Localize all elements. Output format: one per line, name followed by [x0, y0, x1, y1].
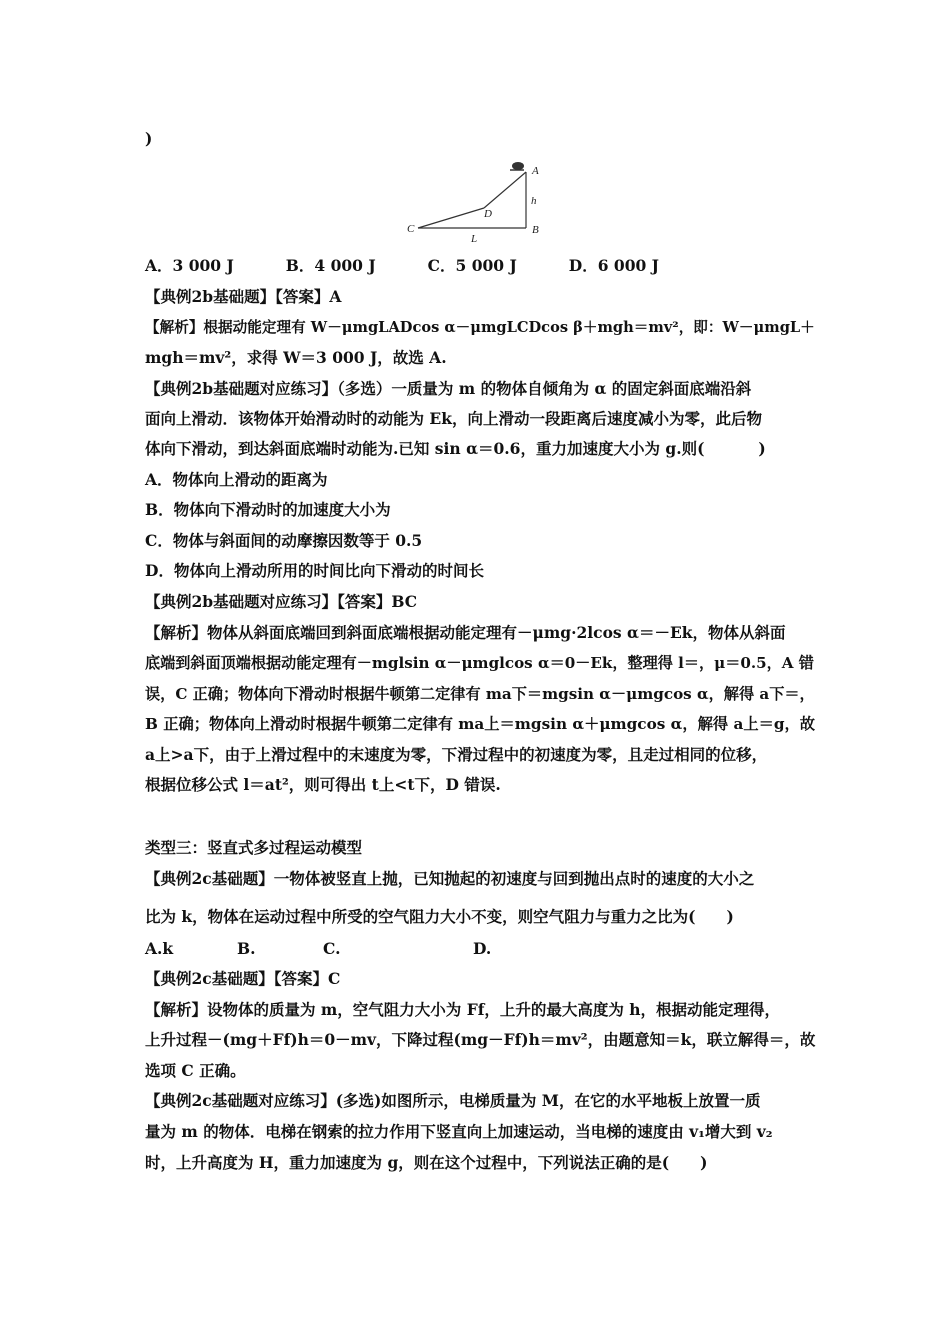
- question-line: 【典例2c基础题对应练习】(多选)如图所示，电梯质量为 M，在它的水平地板上放置一质: [145, 1091, 761, 1110]
- choice-c: C．物体与斜面间的动摩擦因数等于 0.5: [145, 531, 423, 550]
- label-b: B: [532, 224, 539, 236]
- answer-options-row: [145, 938, 491, 960]
- answer-line: 【典例2c基础题】【答案】C: [145, 969, 341, 988]
- question-closing-paren: ): [145, 129, 153, 148]
- choice-d: D．物体向上滑动所用的时间比向下滑动的时间长: [145, 561, 484, 580]
- option-a: A．3 000 J: [145, 256, 234, 275]
- analysis-line: 底端到斜面顶端根据动能定理有－mglsin α－μmglcos α＝0－Ek，整理得 l＝，μ＝0.5，A 错: [145, 654, 814, 672]
- analysis-line: 上升过程－(mg＋Ff)h＝0－mv，下降过程(mg－Ff)h＝mv²，由题意知＝k，联立解得＝，故: [145, 1030, 816, 1049]
- question-line: 【典例2c基础题】一物体被竖直上抛，已知抛起的初速度与回到抛出点时的速度的大小之: [145, 869, 755, 888]
- question-line: 时，上升高度为 H，重力加速度为 g，则在这个过程中，下列说法正确的是( ): [145, 1153, 708, 1172]
- analysis-line: 选项 C 正确。: [145, 1061, 246, 1080]
- choice-a: A．物体向上滑动的距离为: [145, 470, 328, 489]
- analysis-line: 【解析】根据动能定理有 W－μmgLADcos α－μmgLCDcos β＋mgh＝mv²，即：W－μmgL＋: [145, 319, 815, 336]
- option-c: C.: [323, 939, 341, 958]
- section-heading: 类型三：竖直式多过程运动模型: [145, 838, 363, 857]
- question-line: 比为 k，物体在运动过程中所受的空气阻力大小不变，则空气阻力与重力之比为( ): [145, 907, 734, 926]
- answer-line: 【典例2b基础题】【答案】A: [145, 287, 342, 306]
- analysis-line: B 正确；物体向上滑动时根据牛顿第二定律有 ma上＝mgsin α＋μmgcos α，解得 a上＝g，故: [145, 715, 815, 733]
- question-line: 体向下滑动，到达斜面底端时动能为.已知 sin α＝0.6，重力加速度大小为 g.则( ): [145, 439, 766, 458]
- question-line: 面向上滑动．该物体开始滑动时的动能为 Ek，向上滑动一段距离后速度减小为零，此后物: [145, 409, 762, 428]
- slope-diagram: [400, 156, 550, 246]
- slope-figure: [400, 156, 550, 250]
- label-c: C: [407, 223, 415, 235]
- label-h: h: [531, 195, 537, 207]
- analysis-line: 【解析】物体从斜面底端回到斜面底端根据动能定理有－μmg·2lcos α＝－Ek，物体从斜面: [145, 623, 786, 642]
- analysis-line: 【解析】设物体的质量为 m，空气阻力大小为 Ff，上升的最大高度为 h，根据动能定理得，: [145, 1000, 781, 1019]
- option-d: D.: [473, 939, 492, 958]
- option-d: D．6 000 J: [568, 256, 659, 275]
- option-c: C．5 000 J: [427, 256, 517, 275]
- sled-icon: [510, 162, 524, 170]
- label-d: D: [484, 208, 492, 220]
- analysis-line: mgh＝mv²，求得 W＝3 000 J，故选 A.: [145, 348, 447, 367]
- analysis-line: 根据位移公式 l＝at²，则可得出 t上<t下，D 错误.: [145, 775, 501, 794]
- label-a: A: [532, 165, 539, 177]
- option-b: B．4 000 J: [285, 256, 376, 275]
- answer-options-row: [145, 255, 659, 277]
- analysis-line: a上>a下，由于上滑过程中的末速度为零，下滑过程中的初速度为零，且走过相同的位移，: [145, 745, 768, 764]
- label-l: L: [471, 233, 478, 245]
- analysis-line: 误，C 正确；物体向下滑动时根据牛顿第二定律有 ma下＝mgsin α－μmgcos α，解得 a下＝，: [145, 685, 815, 703]
- question-line: 【典例2b基础题对应练习】（多选）一质量为 m 的物体自倾角为 α 的固定斜面底端沿斜: [145, 379, 752, 398]
- option-a: A.k: [145, 939, 174, 958]
- option-b: B.: [237, 939, 256, 958]
- question-line: 量为 m 的物体．电梯在钢索的拉力作用下竖直向上加速运动，当电梯的速度由 v₁增大到 v₂: [145, 1122, 773, 1141]
- choice-b: B．物体向下滑动时的加速度大小为: [145, 500, 391, 519]
- answer-line: 【典例2b基础题对应练习】【答案】BC: [145, 592, 418, 611]
